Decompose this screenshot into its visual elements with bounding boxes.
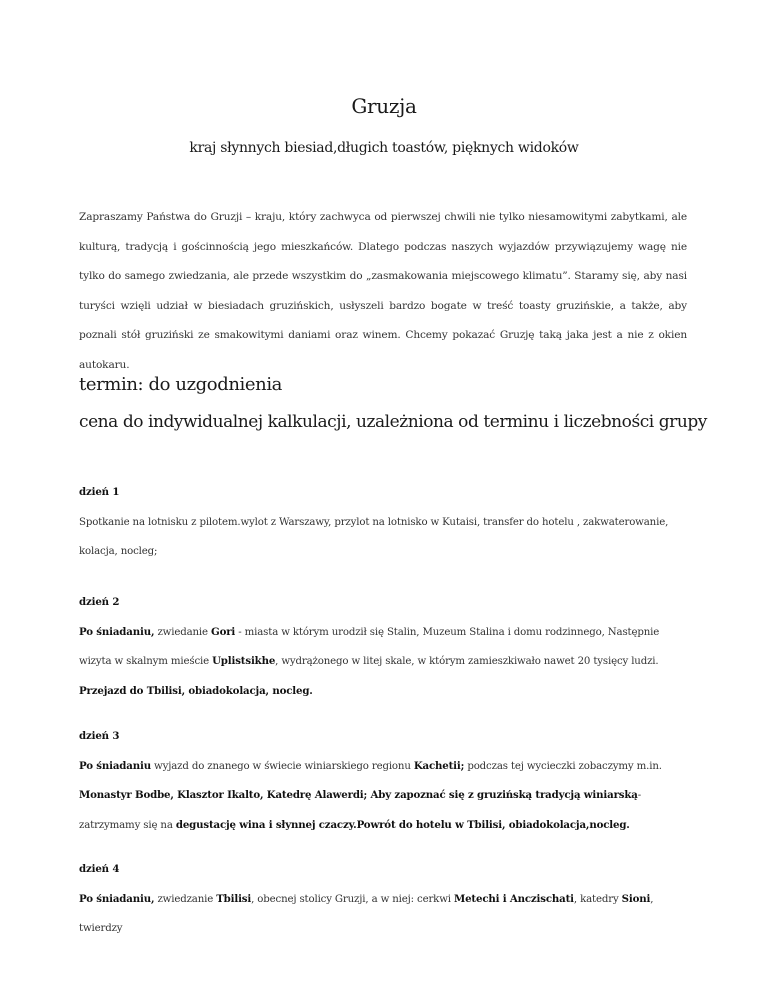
day-1-heading: dzień 1 <box>79 486 120 498</box>
day-3-bold-3: Monastyr Bodbe, Klasztor Ikalto, Katedrę Alawerdi; Aby zapoznać się z gruzińską tradycją winiarską <box>79 789 638 801</box>
document-subtitle: kraj słynnych biesiad,długich toastów, pięknych widoków <box>189 140 579 156</box>
document-title: Gruzja <box>351 94 417 118</box>
day-3-heading: dzień 3 <box>79 730 120 742</box>
day-3-bold-2: Kachetii; <box>413 759 465 772</box>
day-3-bold-1: Po śniadaniu <box>79 759 151 772</box>
day-3-text-3: -zatrzymamy się na <box>79 790 642 831</box>
day-3-section <box>79 722 691 840</box>
day-4-bold-2: Tbilisi <box>216 892 252 905</box>
term-heading: termin: do uzgodnienia <box>79 374 283 395</box>
day-2-bold-4: Przejazd do Tbilisi, obiadokolacja, nocleg. <box>79 684 313 697</box>
day-4-text-2: , obecnej stolicy Gruzji, a w niej: cerkwi <box>251 893 454 905</box>
day-2-text-3: , wydrążonego w litej skale, w którym zamieszkiwało nawet 20 tysięcy ludzi. <box>275 656 659 667</box>
day-2-text-2: - miasta w którym urodził się Stalin, Muzeum Stalina i domu rodzinnego, Następnie wizyta w skalnym mieście <box>79 626 660 667</box>
day-2-bold-2: Gori <box>211 625 236 638</box>
day-4-bold-1: Po śniadaniu, <box>79 892 155 905</box>
day-2-bold-3: Uplistsikhe <box>212 655 276 667</box>
day-2-section <box>79 588 691 706</box>
day-1-section <box>79 478 691 567</box>
day-1-text: Spotkanie na lotnisku z pilotem.wylot z Warszawy, przylot na lotnisko w Kutaisi, transfer do hotelu , zakwaterowanie, kolacja, nocleg; <box>79 516 669 557</box>
day-4-bold-4: Sioni <box>621 892 651 905</box>
day-4-section <box>79 855 691 944</box>
day-2-bold-1: Po śniadaniu, <box>79 625 155 638</box>
price-heading: cena do indywidualnej kalkulacji, uzależniona od terminu i liczebności grupy <box>79 412 707 432</box>
day-2-text-1: zwiedanie <box>154 626 212 638</box>
day-2-heading: dzień 2 <box>79 596 120 608</box>
intro-paragraph: Zapraszamy Państwa do Gruzji – kraju, który zachwyca od pierwszej chwili nie tylko niesamowitymi zabytkami, ale kulturą, tradycją i gościnnością jego mieszkańców. Dlatego podczas naszych wyjazdów przywiązujemy wagę nie tylko do samego zwiedzania, ale przede wszystkim do „zasmakowania miejscowego klimatu”. Staramy się, aby nasi turyści wzięli udział w biesiadach gruzińskich, usłyszeli bardzo bogate w treść toasty gruzińskie, a także, aby poznali stół gruziński ze smakowitymi daniami oraz winem. Chcemy pokazać Gruzję taką jaka jest a nie z okien autokaru. <box>79 211 687 371</box>
day-4-text-4: , twierdzy <box>79 893 654 934</box>
day-4-text-1: zwiedzanie <box>154 893 217 905</box>
day-4-bold-3: Metechi i Anczischati <box>453 892 574 905</box>
day-4-text-3: , katedry <box>573 893 622 905</box>
day-3-text-2: podczas tej wycieczki zobaczymy m.in. <box>464 760 662 772</box>
day-3-bold-4: degustację wina i słynnej czaczy.Powrót do hotelu w Tbilisi, obiadokolacja,nocleg. <box>175 818 630 831</box>
day-3-text-1: wyjazd do znanego w świecie winiarskiego regionu <box>150 760 414 772</box>
day-4-heading: dzień 4 <box>79 863 120 875</box>
